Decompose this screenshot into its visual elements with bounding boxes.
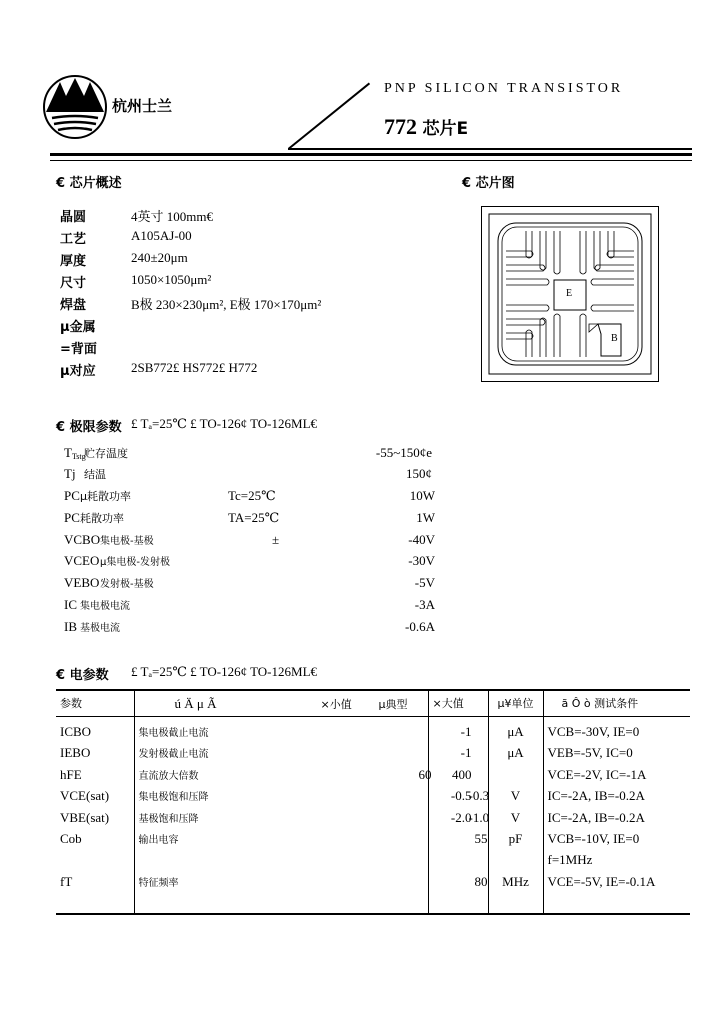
base-pad-label: B	[611, 333, 618, 344]
abs-label: 发射极-基极	[100, 579, 154, 590]
row-symbol: fT	[60, 873, 73, 889]
model-suffix: 芯片E	[422, 119, 469, 139]
header-param: 参数	[56, 690, 134, 717]
row-unit	[493, 849, 539, 870]
chip-row-label: =背面	[60, 342, 97, 357]
row-name: 特征频率 80	[139, 871, 424, 892]
header-test: ã Ô ò 测试条件	[543, 690, 690, 717]
abs-label: 贮存温度	[84, 447, 128, 460]
row-max: -0.5	[450, 788, 472, 804]
abs-symbol: VCEO	[64, 553, 100, 568]
header-rule-top	[288, 148, 692, 150]
col-test	[543, 717, 690, 915]
electrical-title: € 电参数	[56, 668, 109, 683]
row-symbol: VBE(sat)	[60, 809, 110, 825]
abs-symbol: IC	[64, 597, 77, 612]
chip-row-label: 晶圆	[60, 210, 87, 225]
row-unit: μA	[507, 724, 524, 739]
electrical-table	[56, 690, 690, 914]
row-max	[433, 828, 472, 849]
chip-row-value: A105AJ-00	[131, 228, 192, 243]
row-test: VCB=-10V, IE=0	[547, 831, 640, 847]
row-test: VEB=-5V, IC=0	[547, 745, 633, 761]
abs-condition: ±	[272, 532, 280, 547]
abs-symbol: $T_{Tstg}$	[64, 445, 86, 461]
header-max: ×大值	[428, 690, 488, 717]
abs-symbol: PC	[64, 510, 80, 525]
product-type: PNP SILICON TRANSISTOR	[384, 81, 624, 96]
row-test: f=1MHz	[547, 852, 593, 868]
chip-row-value: 4英寸 100mm€	[131, 209, 213, 224]
chip-row-value: 240±20μm	[131, 250, 188, 265]
row-unit: V	[510, 809, 521, 825]
row-max: -1	[460, 724, 472, 739]
row-typ: 80	[474, 873, 488, 889]
chip-row-label: μ金属	[60, 320, 96, 335]
row-symbol: Cob	[60, 831, 82, 847]
row-typ: -0.3	[468, 788, 490, 804]
abs-symbol: VEBO	[64, 575, 100, 590]
row-unit	[493, 764, 539, 785]
abs-label: μ耗散功率	[80, 490, 131, 503]
row-name: 基极饱和压降 -1.0	[139, 807, 424, 828]
row-max	[433, 871, 472, 892]
row-symbol: VCE(sat)	[60, 788, 110, 804]
abs-label: μ集电极-发射极	[100, 557, 170, 568]
abs-label: 结温	[84, 468, 106, 481]
abs-label: 耗散功率	[80, 512, 124, 525]
chip-row-label: 尺寸	[60, 276, 87, 291]
row-max: 400	[452, 766, 472, 782]
header-rule-thin	[50, 160, 692, 161]
company-logo	[42, 74, 108, 140]
chip-row-value: B极 230×230μm², E极 170×170μm²	[131, 297, 322, 312]
row-symbol: ICBO	[60, 724, 92, 739]
row-max	[433, 849, 472, 870]
row-symbol: IEBO	[60, 745, 91, 761]
abs-value: -40V	[408, 532, 435, 547]
row-min: 60	[418, 766, 432, 782]
header-typ: μ典型	[378, 698, 408, 711]
abs-symbol: PC	[64, 488, 80, 503]
chip-diagram	[481, 206, 659, 382]
col-symbols	[56, 717, 134, 915]
row-name: 输出电容 55	[139, 828, 424, 849]
row-typ: 55	[474, 830, 488, 846]
abs-condition: TA=25℃	[228, 510, 280, 525]
abs-value: -0.6A	[405, 619, 435, 634]
header-unit: μ¥单位	[488, 690, 543, 717]
row-symbol	[60, 849, 130, 870]
row-unit: μA	[507, 745, 524, 761]
row-unit: V	[510, 788, 521, 804]
abs-max-conditions: £ Tₐ=25℃ £ TO-126¢ TO-126ML€	[131, 416, 318, 431]
chip-row-label: μ对应	[60, 364, 96, 379]
row-name	[139, 849, 424, 870]
chip-row-value: 1050×1050μm²	[131, 272, 212, 287]
abs-value: 10W	[409, 488, 435, 503]
abs-label: 集电极-基极	[100, 536, 154, 547]
row-name: 直流放大倍数 60	[139, 764, 424, 785]
row-max: -2.0	[450, 809, 472, 825]
abs-max-title: € 极限参数	[56, 420, 122, 435]
row-test: VCE=-2V, IC=-1A	[547, 766, 647, 782]
row-unit: pF	[508, 831, 523, 847]
company-name: 杭州士兰	[112, 97, 173, 115]
row-name: 发射极截止电流	[138, 749, 209, 761]
header-name-typ	[134, 690, 428, 717]
chip-section-title: € 芯片概述	[56, 176, 122, 191]
electrical-conditions: £ Tₐ=25℃ £ TO-126¢ TO-126ML€	[131, 664, 318, 679]
abs-label: 基极电流	[80, 623, 120, 634]
row-symbol: hFE	[60, 766, 82, 782]
chip-diagram-title: € 芯片图	[462, 176, 515, 191]
chip-row-label: 工艺	[60, 232, 87, 247]
header-min: ×小值	[320, 698, 352, 711]
abs-value: -30V	[408, 553, 435, 568]
header-symbol-name: ú Ä μ Ã	[174, 696, 217, 711]
abs-value: -3A	[414, 597, 435, 612]
abs-symbol: VCBO	[64, 532, 101, 547]
chip-row-label: 焊盘	[60, 298, 87, 313]
header-slant-line	[288, 83, 370, 150]
row-test: VCB=-30V, IE=0	[547, 724, 640, 739]
abs-value: 150¢	[406, 466, 432, 481]
col-unit	[488, 717, 543, 915]
table-body	[56, 717, 690, 915]
abs-condition: Tc=25℃	[228, 488, 276, 503]
chip-row-label: 厚度	[60, 254, 87, 269]
emitter-pad-label: E	[566, 288, 573, 299]
abs-label: 集电极电流	[80, 601, 130, 612]
row-typ: -1.0	[468, 809, 490, 825]
row-max: -1	[460, 745, 472, 761]
table-header-row	[56, 690, 690, 717]
row-name: 集电极截止电流	[138, 728, 209, 739]
chip-row-value: 2SB772£ HS772£ H772	[131, 360, 258, 375]
model-number: 772	[384, 114, 417, 139]
abs-value: 1W	[416, 510, 435, 525]
model-title	[384, 114, 468, 140]
abs-value: -55~150¢e	[375, 445, 432, 460]
header-rule-thick	[50, 153, 692, 156]
row-test: VCE=-5V, IE=-0.1A	[547, 873, 656, 889]
row-test: IC=-2A, IB=-0.2A	[547, 809, 645, 825]
row-name: 集电极饱和压降 -0.3	[139, 785, 424, 806]
abs-value: -5V	[414, 575, 435, 590]
row-test: IC=-2A, IB=-0.2A	[547, 788, 645, 804]
row-unit: MHz	[502, 873, 529, 889]
abs-symbol: Tj	[64, 466, 76, 481]
abs-symbol: IB	[64, 619, 77, 634]
